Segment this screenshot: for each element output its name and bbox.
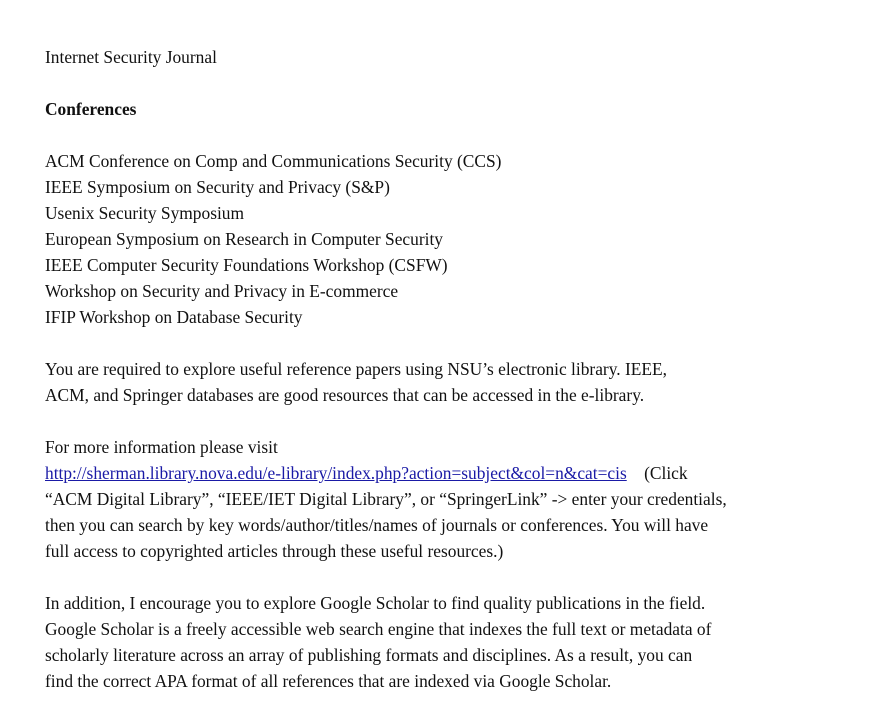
info-paragraph-after-link: (Click <box>644 463 688 483</box>
e-library-link[interactable]: http://sherman.library.nova.edu/e-library/index.php?action=subject&col=n&cat=cis <box>45 463 627 483</box>
info-paragraph-line: full access to copyrighted articles through these useful resources.) <box>45 541 504 561</box>
link-spacer <box>627 463 644 483</box>
library-paragraph-line: You are required to explore useful reference papers using NSU’s electronic library. IEEE, <box>45 359 667 379</box>
document-page <box>45 44 825 694</box>
spacer <box>45 330 825 356</box>
spacer <box>45 408 825 434</box>
library-paragraph <box>45 356 825 408</box>
conference-item: Usenix Security Symposium <box>45 203 245 223</box>
conference-item: IEEE Symposium on Security and Privacy (S&P) <box>45 177 390 197</box>
info-paragraph-link-line <box>45 460 825 486</box>
info-paragraph-line: “ACM Digital Library”, “IEEE/IET Digital Library”, or “SpringerLink” -> enter your credentials, <box>45 489 727 509</box>
conference-list <box>45 148 825 330</box>
scholar-paragraph <box>45 590 825 694</box>
scholar-paragraph-line: scholarly literature across an array of publishing formats and disciplines. As a result, you can <box>45 645 693 665</box>
conferences-heading: Conferences <box>45 99 137 119</box>
spacer <box>45 70 825 96</box>
conference-item: IEEE Computer Security Foundations Workshop (CSFW) <box>45 255 448 275</box>
library-paragraph-line: ACM, and Springer databases are good resources that can be accessed in the e-library. <box>45 385 645 405</box>
info-paragraph-intro: For more information please visit <box>45 437 278 457</box>
conference-item: Workshop on Security and Privacy in E-commerce <box>45 281 399 301</box>
conference-item: ACM Conference on Comp and Communications Security (CCS) <box>45 151 502 171</box>
scholar-paragraph-line: In addition, I encourage you to explore Google Scholar to find quality publications in the field. <box>45 593 706 613</box>
spacer <box>45 122 825 148</box>
spacer <box>45 564 825 590</box>
conference-item: European Symposium on Research in Computer Security <box>45 229 443 249</box>
info-paragraph <box>45 434 825 564</box>
info-paragraph-line: then you can search by key words/author/titles/names of journals or conferences. You will have <box>45 515 709 535</box>
scholar-paragraph-line: find the correct APA format of all references that are indexed via Google Scholar. <box>45 671 612 691</box>
document-title: Internet Security Journal <box>45 47 217 67</box>
conference-item: IFIP Workshop on Database Security <box>45 307 303 327</box>
scholar-paragraph-line: Google Scholar is a freely accessible web search engine that indexes the full text or metadata of <box>45 619 712 639</box>
